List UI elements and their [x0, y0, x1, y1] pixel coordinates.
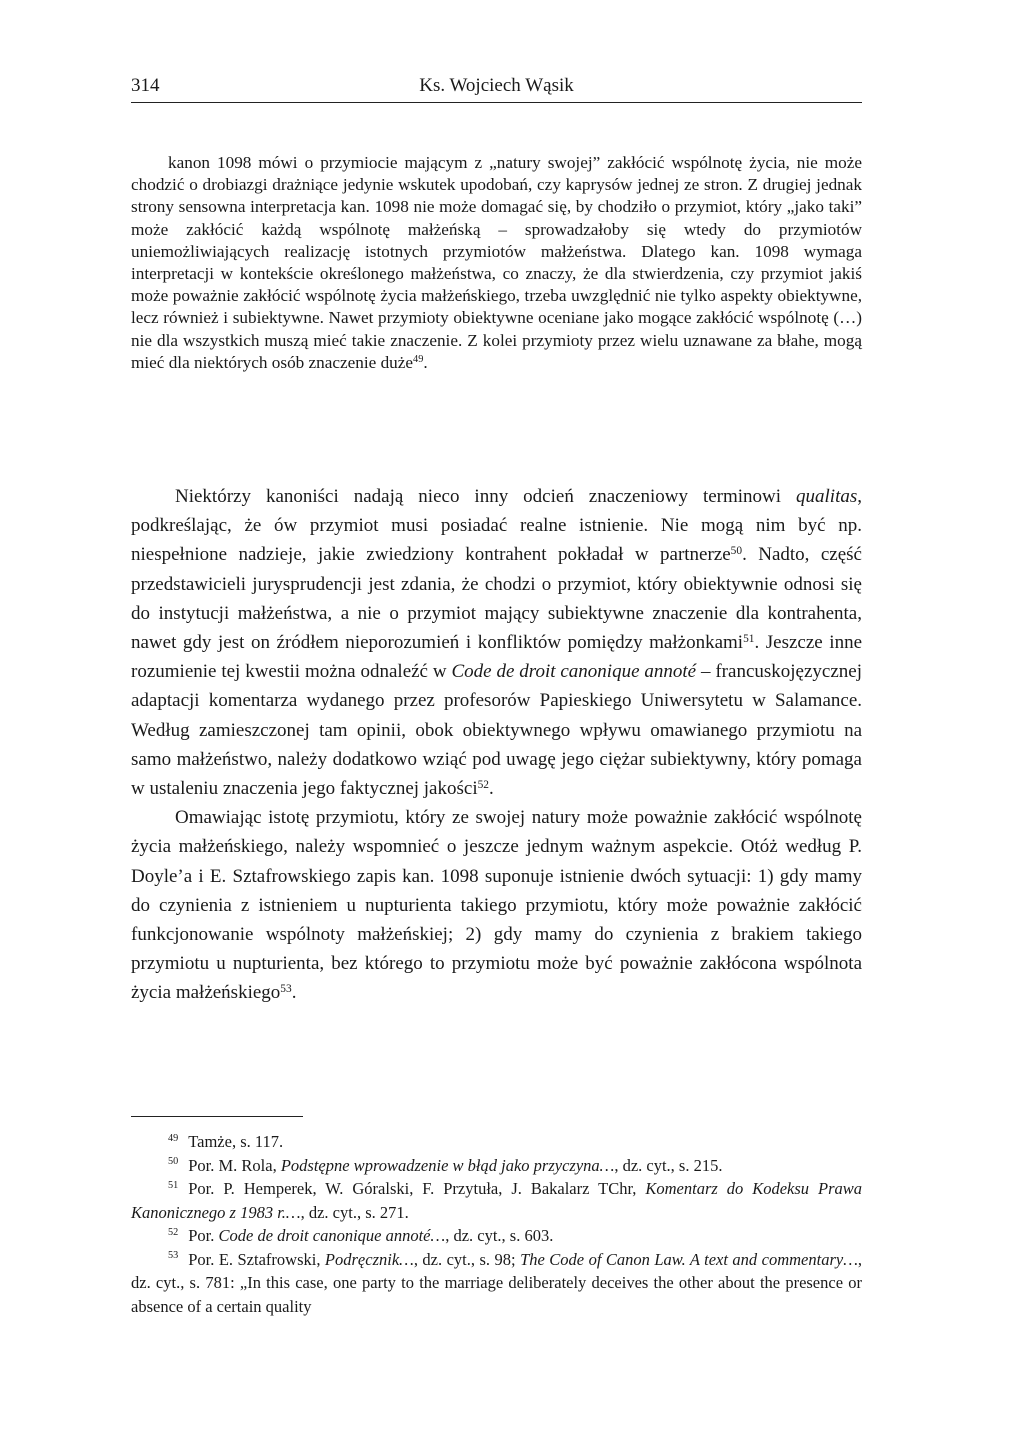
footnote-ref-51: 51	[743, 632, 755, 645]
footnote-text: , dz. cyt., s. 781: „In this case, one party to the marriage deliberately deceives the other about the presence or absence of a certain quality	[131, 1249, 862, 1316]
text-run: – francuskojęzycznej adaptacji komentarza wydanego przez profesorów Papieskiego Uniwersytetu w Salamance. Według zamieszczonej tam opinii, obok obiektywnego wpływu omawianego przymiotu na samo małżeństwo, należy dodatkowo wziąć pod uwagę jego ciężar subiektywny, który pomaga w ustaleniu znaczenia jego faktycznej jakości	[131, 661, 862, 800]
footnote-53	[131, 1248, 862, 1319]
footnote-number: 52	[168, 1226, 179, 1238]
text-run: . Jeszcze inne rozumienie tej kwestii można odnaleźć w	[131, 632, 862, 683]
footnote-number: 51	[168, 1179, 179, 1191]
footnote-52	[131, 1224, 862, 1248]
text-run: . Nadto, część przedstawicieli jurysprudencji jest zdania, że chodzi o przymiot, który obiektywnie odnosi się do instytucji małżeństwa, a nie o przymiot mający subiektywne znaczenie dla kontrahenta, nawet gdy jest on źródłem nieporozumień i konfliktów pomiędzy małżonkami	[131, 544, 862, 654]
footnote-separator	[131, 1116, 303, 1117]
text-run: .	[291, 982, 297, 1004]
footnote-text: Por. P. Hemperek, W. Góralski, F. Przytuła, J. Bakalarz TChr,	[188, 1179, 646, 1198]
footnote-text: Por.	[188, 1226, 219, 1245]
text-run: , podkreślając, że ów przymiot musi posiadać realne istnienie. Nie mogą nim być np. niespełnione nadzieje, jakie zwiedziony kontrahent pokładał w partnerze	[131, 486, 862, 566]
quote-text: kanon 1098 mówi o przymiocie mającym z „natury swojej” zakłócić wspólnotę życia, nie może chodzić o drobiazgi drażniące jedynie wskutek upodobań, czy kaprysów jednej ze stron. Z drugiej jednak strony sensowna interpretacja kan. 1098 nie może domagać się, by chodziło o przymiot, który „jako taki” może zakłócić każdą wspólnotę małżeńską – sprowadzałoby się wtedy do przymiotów uniemożliwiających realizację istotnych przymiotów małżeństwa. Dlatego kan. 1098 wymaga interpretacji w kontekście określonego małżeństwa, co znaczy, że dla stwierdzenia, czy przymiot jakiś może poważnie zakłócić wspólnotę życia małżeńskiego, trzeba uwzględnić nie tylko aspekty obiektywne, lecz również i subiektywne. Nawet przymioty obiektywne oceniane jako mogące zakłócić wspólnotę (…) nie dla wszystkich muszą mieć takie znaczenie. Z kolei przymioty przez wielu uznawane za błahe, mogą mieć dla niektórych osób znaczenie duże	[131, 153, 862, 372]
page-number: 314	[131, 75, 160, 96]
footnote-50	[131, 1154, 862, 1178]
footnote-text: , dz. cyt., s. 271.	[300, 1202, 409, 1222]
footnote-text: , dz. cyt., s. 98;	[413, 1249, 521, 1269]
footnote-number: 53	[168, 1250, 179, 1262]
paragraph-2	[131, 803, 862, 1007]
footnote-number: 49	[168, 1132, 179, 1144]
paragraph-1	[131, 482, 862, 803]
footnote-ref-49: 49	[413, 354, 424, 366]
page-header	[131, 72, 862, 103]
text-run: Omawiając istotę przymiotu, który ze swojej natury może poważnie zakłócić wspólnotę życia małżeńskiego, należy wspomnieć o jeszcze jednym ważnym aspekcie. Otóż według P. Doyle’a i E. Sztafrowskiego zapis kan. 1098 suponuje istnienie dwóch sytuacji: 1) gdy mamy do czynienia z istnieniem u nupturienta takiego przymiotu, który może poważnie zakłócić funkcjonowanie wspólnoty małżeńskiej; 2) gdy mamy do czynienia z brakiem takiego przymiotu u nupturienta, bez którego to przymiotu może być poważnie zakłócona wspólnota życia małżeńskiego	[131, 807, 862, 1004]
running-title: Ks. Wojciech Wąsik	[419, 75, 574, 96]
footnote-title: Podręcznik…	[324, 1249, 414, 1269]
footnote-title: Podstępne wprowadzenie w błąd jako przyczyna…	[280, 1155, 615, 1175]
footnote-text: Tamże, s. 117.	[188, 1132, 284, 1151]
main-text	[131, 482, 862, 1008]
text-run: .	[488, 778, 494, 800]
footnote-title: Komentarz do Kodeksu Prawa Kanonicznego z 1983 r.…	[131, 1179, 863, 1222]
footnote-51	[131, 1177, 862, 1224]
footnote-text: Por. M. Rola,	[188, 1155, 281, 1175]
quote-end: .	[423, 352, 428, 372]
text-run: Niektórzy kanoniści nadają nieco inny odcień znaczeniowy terminowi	[175, 486, 797, 507]
footnote-ref-52: 52	[477, 778, 489, 791]
quote-paragraph	[131, 152, 862, 374]
footnote-text: , dz. cyt., s. 215.	[614, 1155, 723, 1175]
footnotes	[131, 1130, 862, 1318]
block-quote	[131, 152, 862, 374]
footnote-ref-50: 50	[730, 545, 743, 558]
footnote-ref-53: 53	[280, 983, 292, 996]
footnote-number: 50	[168, 1156, 179, 1168]
footnote-title: The Code of Canon Law. A text and commentary…	[520, 1249, 858, 1269]
italic-term: qualitas	[796, 486, 858, 507]
italic-title: Code de droit canonique annoté	[451, 661, 697, 683]
footnote-title: Code de droit canonique annoté…	[218, 1226, 446, 1245]
footnote-text: , dz. cyt., s. 603.	[445, 1226, 554, 1245]
footnote-text: Por. E. Sztafrowski,	[188, 1249, 325, 1269]
footnote-49	[131, 1130, 862, 1154]
